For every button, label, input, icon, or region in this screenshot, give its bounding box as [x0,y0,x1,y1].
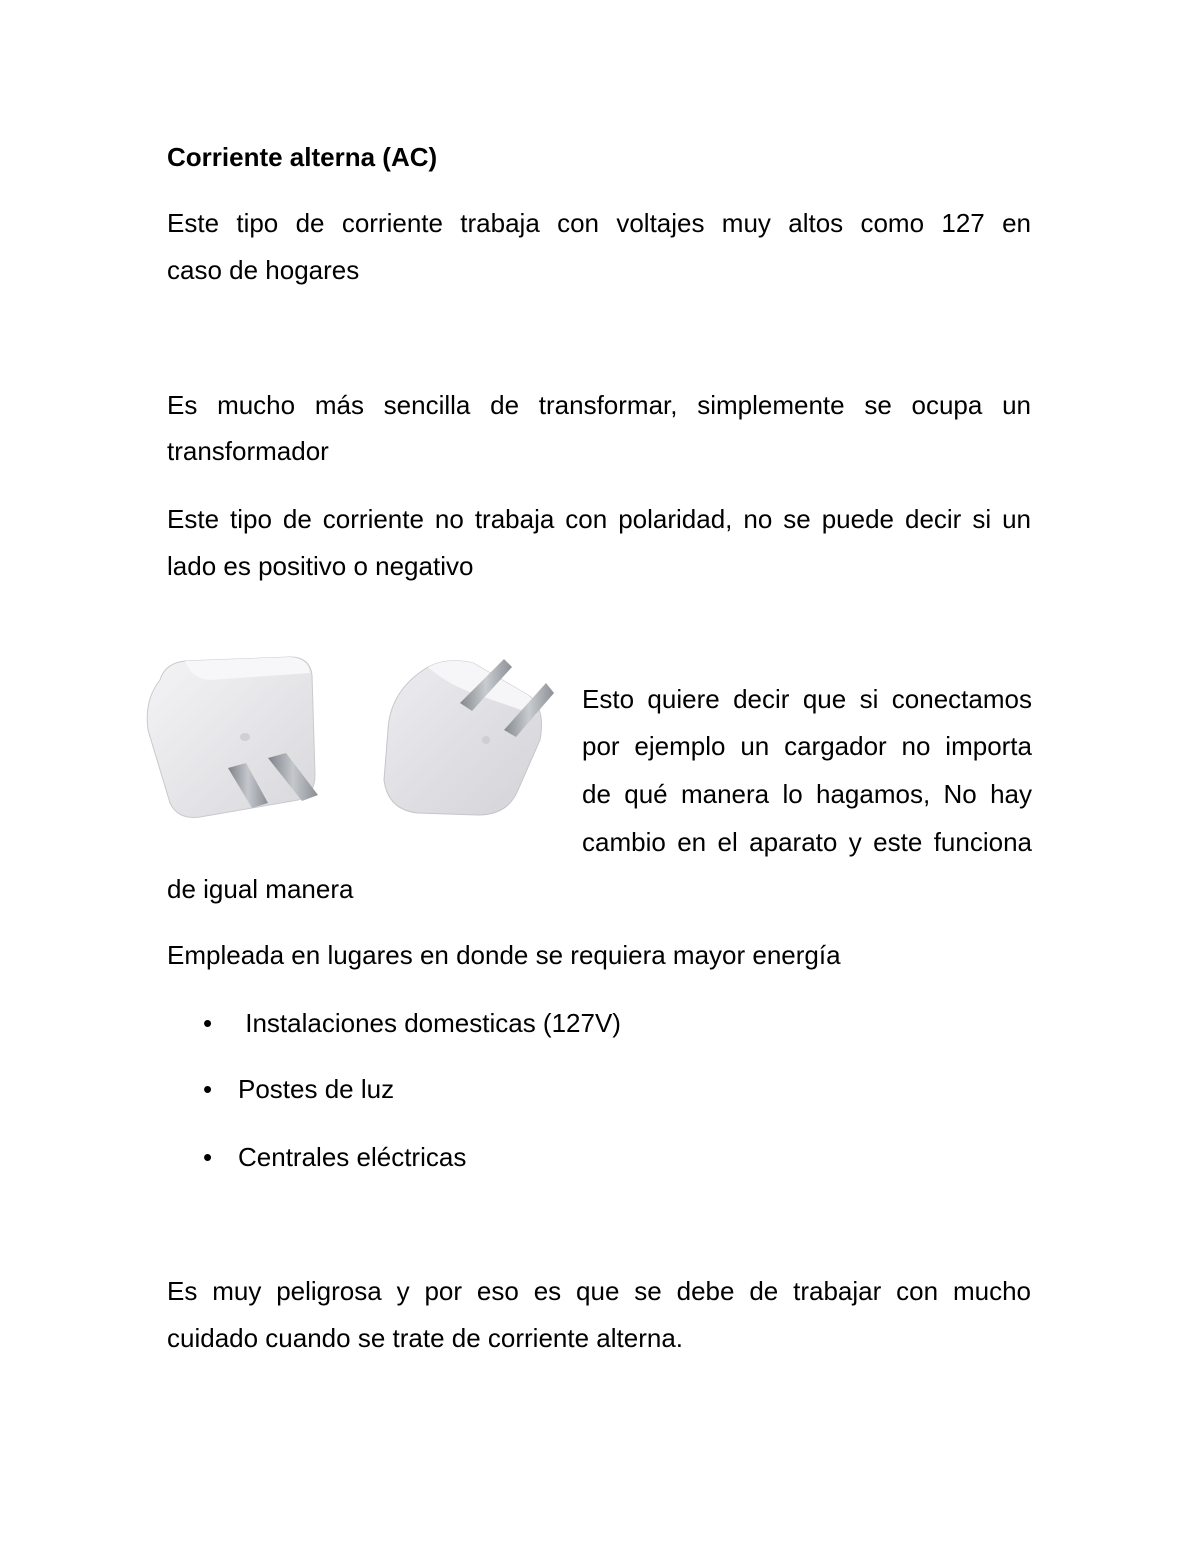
paragraph-5: Empleada en lugares en donde se requiera mayor energía [167,940,841,970]
bullet-icon: • [203,1074,213,1104]
paragraph-1-line-2: caso de hogares [167,255,360,285]
list-item: Centrales eléctricas [238,1142,467,1172]
list-item: Postes de luz [238,1074,395,1104]
paragraph-4-line-2: por ejemplo un cargador no importa [582,731,1032,761]
paragraph-4-line-4: cambio en el aparato y este funciona [582,827,1032,857]
document-title: Corriente alterna (AC) [167,142,438,172]
paragraph-2-line-1: Es mucho más sencilla de transformar, simplemente se ocupa un [167,390,1031,420]
bullet-icon: • [203,1142,213,1172]
paragraph-2-line-2: transformador [167,436,329,466]
paragraph-1-line-1: Este tipo de corriente trabaja con voltajes muy altos como 127 en [167,208,1031,238]
charger-front-image [140,655,320,820]
charger-angled-image [378,655,556,820]
paragraph-6-line-1: Es muy peligrosa y por eso es que se debe de trabajar con mucho [167,1276,1031,1306]
paragraph-6-line-2: cuidado cuando se trate de corriente alterna. [167,1323,684,1353]
paragraph-4-line-1: Esto quiere decir que si conectamos [582,684,1032,714]
paragraph-4-line-3: de qué manera lo hagamos, No hay [582,779,1032,809]
paragraph-3-line-1: Este tipo de corriente no trabaja con polaridad, no se puede decir si un [167,504,1031,534]
paragraph-3-line-2: lado es positivo o negativo [167,551,474,581]
list-item: Instalaciones domesticas (127V) [238,1008,621,1038]
bullet-icon: • [203,1008,213,1038]
paragraph-4-line-5: de igual manera [167,874,354,904]
